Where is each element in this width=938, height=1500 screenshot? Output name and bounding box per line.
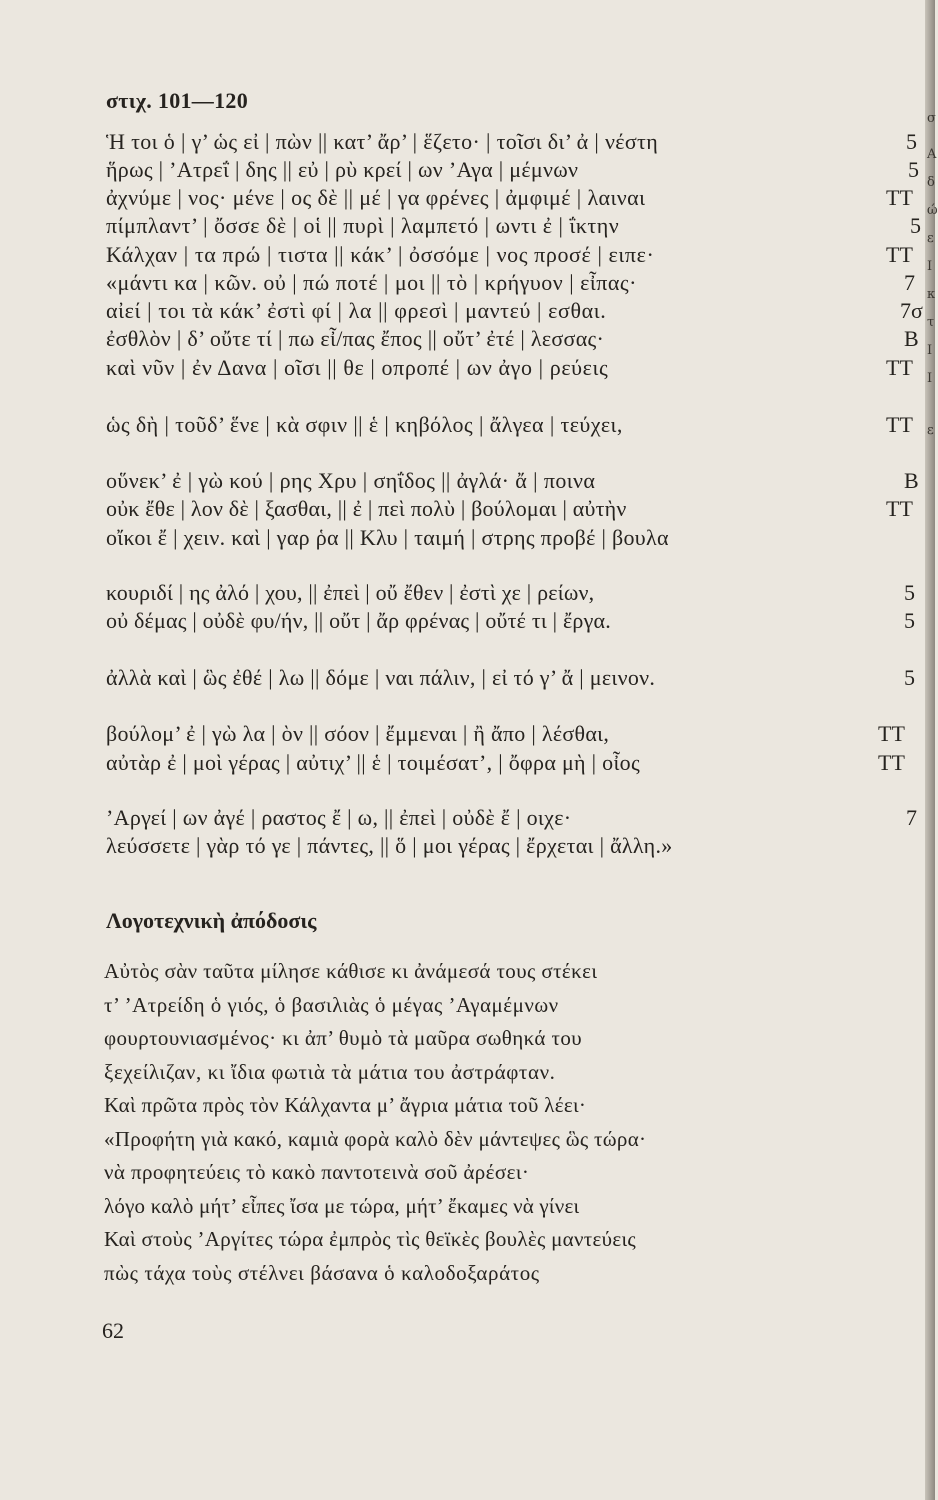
scansion-line: οἴκοι ἔ | χειν. καὶ | γαρ ῥα || Κλυ | ταιμή | στρης προβέ | βουλα xyxy=(106,525,669,550)
meter-mark: 7σ xyxy=(900,298,923,323)
translation-line: νὰ προφητεύεις τὸ κακὸ παντοτεινὰ σοῦ ἀρέσει· xyxy=(104,1160,530,1184)
page-number: 62 xyxy=(102,1318,124,1343)
edge-glyph: τ xyxy=(927,315,935,330)
edge-glyph: δ xyxy=(927,175,935,190)
translation-line: φουρτουνιασμένος· κι ἀπ’ θυμὸ τὰ μαῦρα σωθηκά του xyxy=(104,1026,583,1050)
edge-glyph: κ xyxy=(927,287,936,302)
meter-mark: 5 xyxy=(904,580,915,605)
meter-mark: ΤΤ xyxy=(886,242,913,267)
scansion-line: κουριδί | ης ἀλό | χου, || ἐπεὶ | οὔ ἔθεν | ἐστὶ χε | ρείων, 5 xyxy=(106,578,594,608)
verse-range-header: στιχ. 101—120 xyxy=(106,88,248,113)
scansion-line: ’Αργεί | ων ἀγέ | ραστος ἔ | ω, || ἐπεὶ | οὐδὲ ἔ | οιχε· 7 xyxy=(106,803,571,833)
meter-mark: 5 xyxy=(904,665,915,690)
edge-glyph: Ι xyxy=(927,259,933,274)
scansion-line: οὕνεκ’ ἐ | γὼ κού | ρης Χρυ | σηΐδος || ἀγλά· ἄ | ποινα Β xyxy=(106,466,595,496)
edge-glyph: Ι xyxy=(927,343,933,358)
meter-mark: ΤΤ xyxy=(886,412,913,437)
translation-line: πὼς τάχα τοὺς στέλνει βάσανα ὁ καλοδοξαράτος xyxy=(104,1261,540,1285)
translation-line: «Προφήτη γιὰ κακό, καμιὰ φορὰ καλὸ δὲν μάντεψες ὣς τώρα· xyxy=(104,1127,647,1151)
scansion-line: ὡς δὴ | τοῦδ’ ἕνε | κὰ σφιν || ἑ | κηβόλος | ἄλγεα | τεύχει, ΤΤ xyxy=(106,410,623,440)
meter-mark: ΤΤ xyxy=(878,750,905,775)
scansion-line: Ἡ τοι ὁ | γ’ ὡς εἰ | πὼν || κατ’ ἄρ’ | ἕζετο· | τοῖσι δι’ ἀ | νέστη 5 xyxy=(106,127,658,157)
edge-glyph: ε xyxy=(927,423,934,438)
translation-title: Λογοτεχνικὴ ἀπόδοσις xyxy=(106,908,317,933)
edge-glyph: Ι xyxy=(927,371,933,386)
meter-mark: 5 xyxy=(908,157,919,182)
meter-mark: Β xyxy=(904,468,919,493)
meter-mark: ΤΤ xyxy=(886,496,913,521)
meter-mark: ΤΤ xyxy=(886,355,913,380)
scansion-line: αὐτὰρ ἐ | μοὶ γέρας | αὐτιχ’ || ἑ | τοιμέσατ’, | ὄφρα μὴ | οἶος ΤΤ xyxy=(106,748,640,778)
translation-line: Καὶ στοὺς ’Αργίτες τώρα ἐμπρὸς τὶς θεϊκὲς βουλὲς μαντεύεις xyxy=(104,1227,637,1251)
scansion-line: ἀλλὰ καὶ | ὣς ἐθέ | λω || δόμε | ναι πάλιν, | εἰ τό γ’ ἄ | μεινον. 5 xyxy=(106,663,655,693)
meter-mark: Β xyxy=(904,326,919,351)
translation-line: ξεχείλιζαν, κι ἴδια φωτιὰ τὰ μάτια του ἀστράφταν. xyxy=(104,1060,556,1084)
scansion-line: ἀχνύμε | νος· μένε | ος δὲ || μέ | γα φρένες | ἀμφιμέ | λαιναι ΤΤ xyxy=(106,183,645,213)
meter-mark: ΤΤ xyxy=(878,721,905,746)
edge-glyph: σ xyxy=(927,111,936,126)
scansion-line: λεύσσετε | γὰρ τό γε | πάντες, || ὅ | μοι γέρας | ἔρχεται | ἄλλη.» xyxy=(106,833,673,858)
edge-glyph: A xyxy=(927,147,937,162)
scansion-line: οὐκ ἔθε | λον δὲ | ξασθαι, || ἐ | πεὶ πολὺ | βούλομαι | αὐτὴν ΤΤ xyxy=(106,494,626,524)
scansion-line: πίμπλαντ’ | ὄσσε δὲ | οἱ || πυρὶ | λαμπετό | ωντι ἐ | ΐκτην 5 xyxy=(106,211,619,241)
translation-line: λόγο καλὸ μήτ’ εἶπες ἴσα με τώρα, μήτ’ ἔκαμες νὰ γίνει xyxy=(104,1194,580,1218)
scansion-line: οὐ δέμας | οὐδὲ φυ/ήν, || οὔτ | ἄρ φρένας | οὔτέ τι | ἔργα. 5 xyxy=(106,606,611,636)
scansion-line: ἐσθλὸν | δ’ οὔτε τί | πω εἶ/πας ἔπος || οὔτ’ ἐτέ | λεσσας· Β xyxy=(106,324,604,354)
scansion-line: Κάλχαν | τα πρώ | τιστα || κάκ’ | ὀσσόμε | νος προσέ | ειπε· ΤΤ xyxy=(106,240,654,270)
scansion-line: καὶ νῦν | ἐν Δανα | οῖσι || θε | οπροπέ | ων ἀγο | ρεύεις ΤΤ xyxy=(106,353,608,383)
scansion-line: «μάντι κα | κῶν. οὐ | πώ ποτέ | μοι || τὸ | κρήγυον | εἶπας· 7 xyxy=(106,268,637,298)
translation-line: Αὐτὸς σὰν ταῦτα μίλησε κάθισε κι ἀνάμεσά τους στέκει xyxy=(104,959,598,983)
translation-line: τ’ ’Ατρείδη ὁ γιός, ὁ βασιλιὰς ὁ μέγας ’Αγαμέμνων xyxy=(104,993,559,1017)
meter-mark: 7 xyxy=(904,270,915,295)
edge-glyph: ώ xyxy=(927,203,938,218)
meter-mark: 5 xyxy=(906,129,917,154)
edge-glyph: ε xyxy=(927,231,934,246)
meter-mark: ΤΤ xyxy=(886,185,913,210)
scansion-line: βούλομ’ ἐ | γὼ λα | ὸν || σόον | ἔμμεναι | ἢ ἄπο | λέσθαι, ΤΤ xyxy=(106,719,609,749)
scansion-line: ἥρως | ’Ατρεΐ | δης || εὐ | ρὺ κρεί | ων ’Αγα | μέμνων 5 xyxy=(106,155,578,185)
meter-mark: 5 xyxy=(910,213,921,238)
meter-mark: 5 xyxy=(904,608,915,633)
meter-mark: 7 xyxy=(906,805,917,830)
scansion-line: αἰεί | τοι τὰ κάκ’ ἐστὶ φί | λα || φρεσὶ | μαντεύ | εσθαι. 7σ xyxy=(106,296,606,326)
translation-line: Καὶ πρῶτα πρὸς τὸν Κάλχαντα μ’ ἄγρια μάτια τοῦ λέει· xyxy=(104,1093,587,1117)
facing-page-edge xyxy=(925,0,938,1500)
